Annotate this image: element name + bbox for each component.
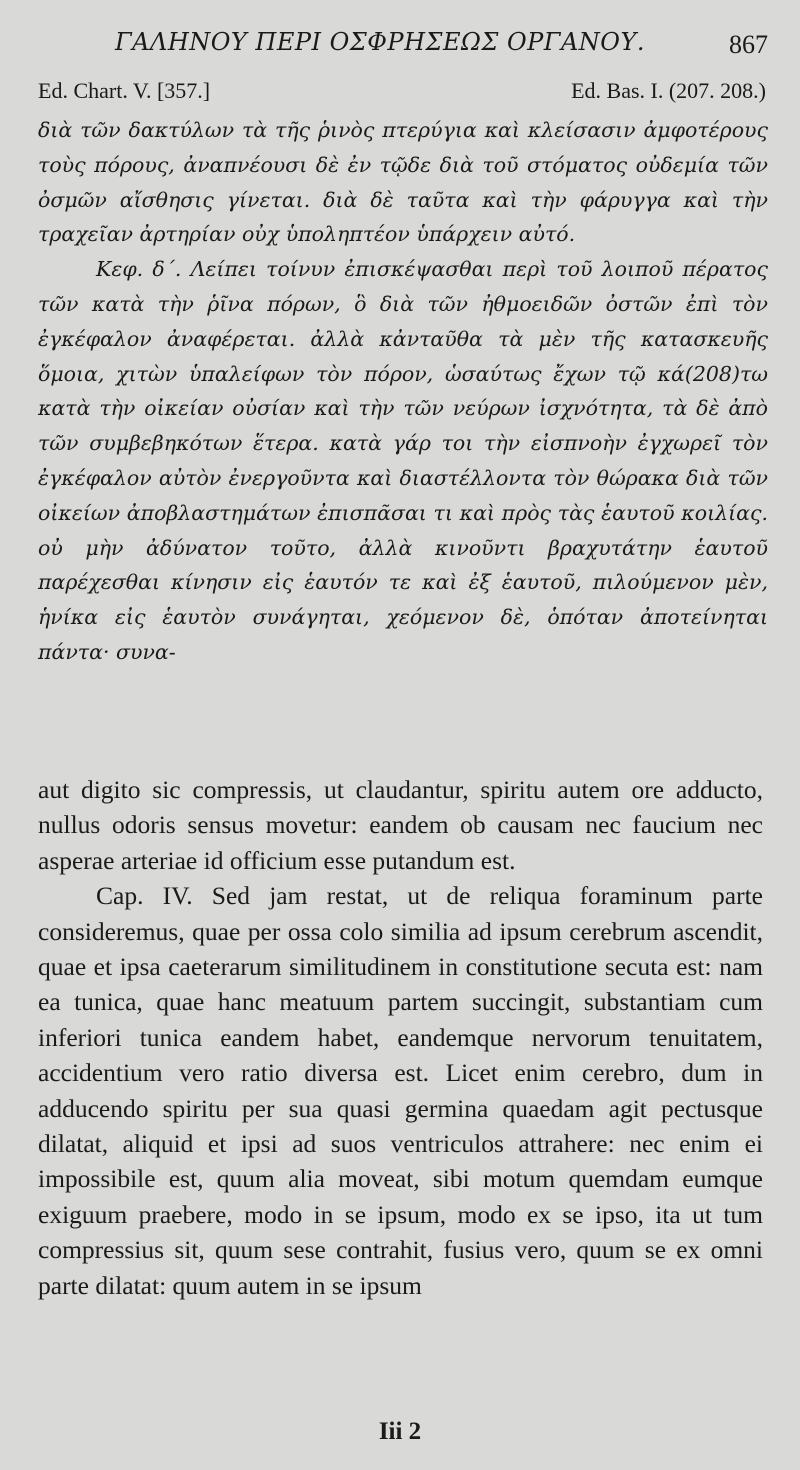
edition-reference-left: Ed. Chart. V. [357.] [38, 78, 211, 103]
greek-paragraph: Κεφ. δ΄. Λείπει τοίνυν ἐπισκέψασθαι περὶ τοῦ λοιποῦ πέρατος τῶν κατὰ τὴν ῥῖνα πόρων, ὃ διὰ τῶν ἠθμοειδῶν ὀστῶν ἐπὶ τὸν ἐγκέφαλον ἀναφέρεται. ἀλλὰ κἀνταῦθα τὰ μὲν τῆς κατασκευῆς ὅμοια, χιτὼν ὑπαλείφων τὸν πόρον, ὡσαύτως ἔχων τῷ κά(208)τω κατὰ τὴν οἰκείαν οὐσίαν καὶ τὴν τῶν νεύρων ἰσχνότητα, τὰ δὲ ἀπὸ τῶν συμβεβηκότων ἕτερα. κατὰ γάρ τοι τὴν εἰσπνοὴν ἐγχωρεῖ τὸν ἐγκέφαλον αὐτὸν ἐνεργοῦντα καὶ διαστέλλοντα τὸν θώρακα διὰ τῶν οἰκείων ἀποβλαστημάτων ἐπισπᾶσαι τι καὶ πρὸς τὰς ἑαυτοῦ κοιλίας. οὐ μὴν ἀδύνατον τοῦτο, ἀλλὰ κινοῦντι βραχυτάτην ἑαυτοῦ παρέχεσθαι κίνησιν εἰς ἑαυτόν τε καὶ ἐξ ἑαυτοῦ, πιλούμενον μὲν, ἡνίκα εἰς ἑαυτὸν συνάγηται, χεόμενον δὲ, ὁπόταν ἀποτείνηται πάντα· συνα- [38, 257, 768, 664]
edition-reference-right: Ed. Bas. I. (207. 208.) [571, 78, 766, 103]
running-title: ΓΑΛΗΝΟΥ ΠΕΡΙ ΟΣΦΡΗΣΕΩΣ ΟΡΓΑΝΟΥ. [115, 28, 645, 56]
printer-signature-mark: Iii 2 [378, 1418, 422, 1445]
greek-text-block [38, 113, 768, 670]
page-number: 867 [729, 30, 768, 59]
greek-paragraph: διὰ τῶν δακτύλων τὰ τῆς ῥινὸς πτερύγια καὶ κλείσασιν ἀμφοτέρους τοὺς πόρους, ἀναπνέουσι δὲ ἐν τῷδε διὰ τοῦ στόματος οὐδεμία τῶν ὀσμῶν αἴσθησις γίνεται. διὰ δὲ ταῦτα καὶ τὴν φάρυγγα καὶ τὴν τραχεῖαν ἀρτηρίαν οὐχ ὑποληπτέον ὑπάρχειν αὐτό. [38, 118, 768, 247]
latin-paragraph: aut digito sic compressis, ut claudantur, spiritu autem ore adducto, nullus odoris sensus movetur: eandem ob causam nec faucium nec asperae arteriae id officium esse putandum est. [38, 775, 763, 875]
latin-text-block [38, 772, 763, 1303]
latin-paragraph: Cap. IV. Sed jam restat, ut de reliqua foraminum parte consideremus, quae per ossa colo similia ad ipsum cerebrum ascendit, quae et ipsa caeterarum similitudinem in constitutione secuta est: nam ea tunica, quae hanc meatuum partem succingit, substantiam cum inferiori tunica eandem habet, eandemque nervorum tenuitatem, accidentium vero ratio diversa est. Licet enim cerebro, dum in adducendo spiritu per sua quasi germina quaedam agit pectusque dilatat, aliquid et ipsi ad suos ventriculos attrahere: nec enim ei impossibile est, quum alia moveat, sibi motum quemdam eumque exiguum praebere, modo in se ipsum, modo ex se ipso, ita ut tum compressius sit, quum sese contrahit, fusius vero, quum se ex omni parte dilatat: quum autem in se ipsum [38, 881, 763, 1300]
